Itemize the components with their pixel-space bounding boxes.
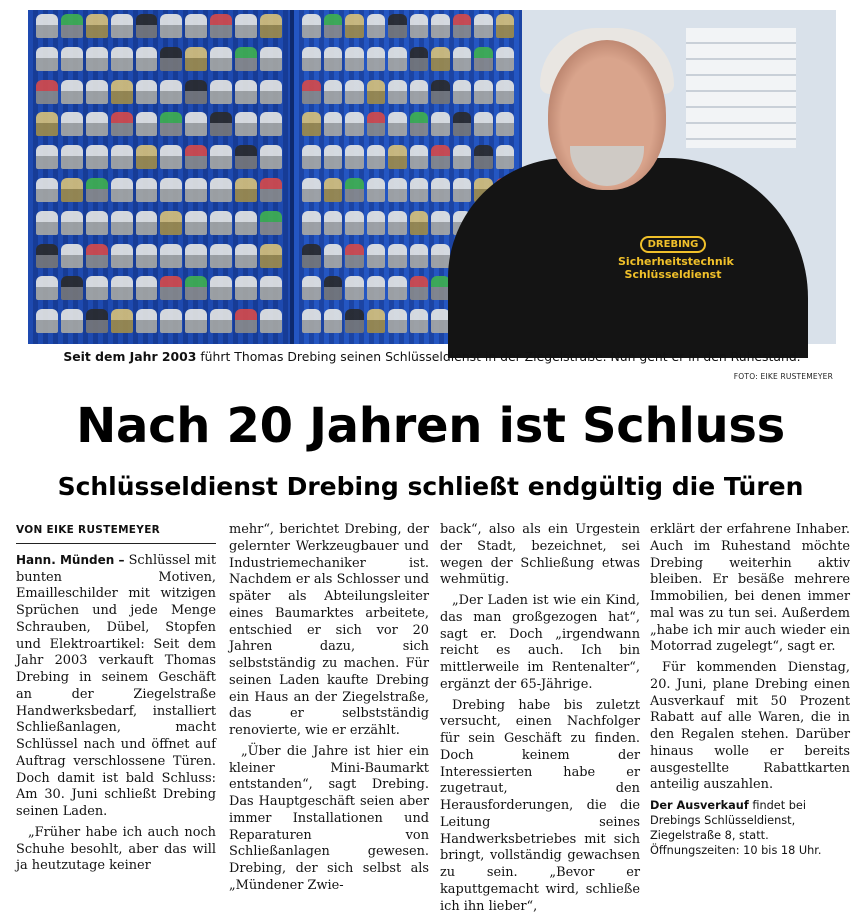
byline: VON EIKE RUSTEMEYER <box>16 522 216 544</box>
article-paragraph: mehr“, berichtet Drebing, der gelernter Werkzeugbauer und Industriemechaniker ist. Nachdem er als Schlosser und später als Abteilungsleiter eines Baumarktes arbeitete, entschied er sich vor 20 Jahren dazu, sich selbstständig zu machen. Für seinen Laden kaufte Drebing ein Haus an der Ziegelstraße, das er selbstständig renovierte, wie er erzählt. <box>229 522 429 740</box>
article-photo <box>28 10 836 344</box>
key-rack-left <box>28 10 290 344</box>
photo-credit: FOTO: EIKE RUSTEMEYER <box>734 372 833 381</box>
badge-line-1: Sicherheitstechnik <box>618 255 734 268</box>
sale-info-box <box>650 798 850 858</box>
article-paragraph: Drebing habe bis zuletzt versucht, einen Nachfolger für sein Geschäft zu finden. Doch keinem der Interessierten habe er zugetraut, den Herausforderungen, die die Leitung seines Handwerksbetriebes mit sich bringt, vollständig gewachsen zu sein. „Bevor er kaputtgemacht wird, schließe ich ihn lieber“, <box>440 698 640 915</box>
drebing-logo-icon: DREBING <box>640 236 707 253</box>
article-paragraph: „Der Laden ist wie ein Kind, das man großgezogen hat“, sagt er. Doch „irgendwann reicht es auch. Ich bin mittlerweile im Rentenalter“, ergänzt der 65-Jährige. <box>440 593 640 694</box>
dateline: Hann. Münden – <box>16 553 124 567</box>
info-lead: Der Ausverkauf <box>650 799 749 812</box>
photo-caption <box>28 349 836 364</box>
caption-text: führt Thomas Drebing seinen Schlüsseldienst in der Ziegelstraße. Nun geht er in den Ruhestand. <box>196 349 800 364</box>
article-paragraph: „Über die Jahre ist hier ein kleiner Mini-Baumarkt entstanden“, sagt Drebing. Das Hauptgeschäft seien aber immer Installationen und Reparaturen von Schließanlagen gewesen. Drebing, der sich selbst als „Mündener Zwie- <box>229 744 429 895</box>
caption-lead: Seit dem Jahr 2003 <box>63 349 196 364</box>
article-column-1 <box>16 522 216 875</box>
headline: Nach 20 Jahren ist Schluss <box>0 398 861 454</box>
key-blanks-left <box>36 14 282 338</box>
info-text: findet bei Drebings Schlüsseldienst, Ziegelstraße 8, statt. Öffnungszeiten: 10 bis 18 Uhr. <box>650 799 822 857</box>
article-column-3 <box>440 522 640 915</box>
article-column-2 <box>229 522 429 895</box>
article-paragraph: „Früher habe ich auch noch Schuhe besohlt, aber das will ja heutzutage keiner <box>16 825 216 875</box>
article-column-4 <box>650 522 850 858</box>
article-paragraph: Für kommenden Dienstag, 20. Juni, plane Drebing einen Ausverkauf mit 50 Prozent Rabatt auf alle Waren, die in den Regalen stehen. Darüber hinaus wolle er bereits ausgestellte Rabattkarten anteilig auszahlen. <box>650 660 850 794</box>
subheadline: Schlüsseldienst Drebing schließt endgültig die Türen <box>0 472 861 501</box>
article-paragraph: erklärt der erfahrene Inhaber. Auch im Ruhestand möchte Drebing weiterhin aktiv bleiben. Er besäße mehrere Immobilien, bei denen immer mal was zu tun sei. Außerdem „habe ich mir auch wieder ein Motorrad zugelegt“, sagt er. <box>650 522 850 656</box>
article-paragraph <box>16 552 216 821</box>
badge-line-2: Schlüsseldienst <box>625 268 722 281</box>
shirt-logo <box>618 236 728 281</box>
portrait-thomas-drebing <box>448 10 836 344</box>
article-paragraph: back“, also als ein Urgestein der Stadt, bezeichnet, sei wegen der Schließung etwas wehmütig. <box>440 522 640 589</box>
paragraph-text: Schlüssel mit bunten Motiven, Emailleschilder mit witzigen Sprüchen und jede Menge Schrauben, Dübel, Stopfen und Elektroartikel: Seit dem Jahr 2003 verkauft Thomas Drebing in seinem Geschäft an der Ziegelstraße Handwerksbedarf, installiert Schließanlagen, macht Schlüssel nach und öffnet auf Auftrag verschlossene Türen. Doch damit ist bald Schluss: Am 30. Juni schließt Drebing seinen Laden. <box>16 553 216 819</box>
